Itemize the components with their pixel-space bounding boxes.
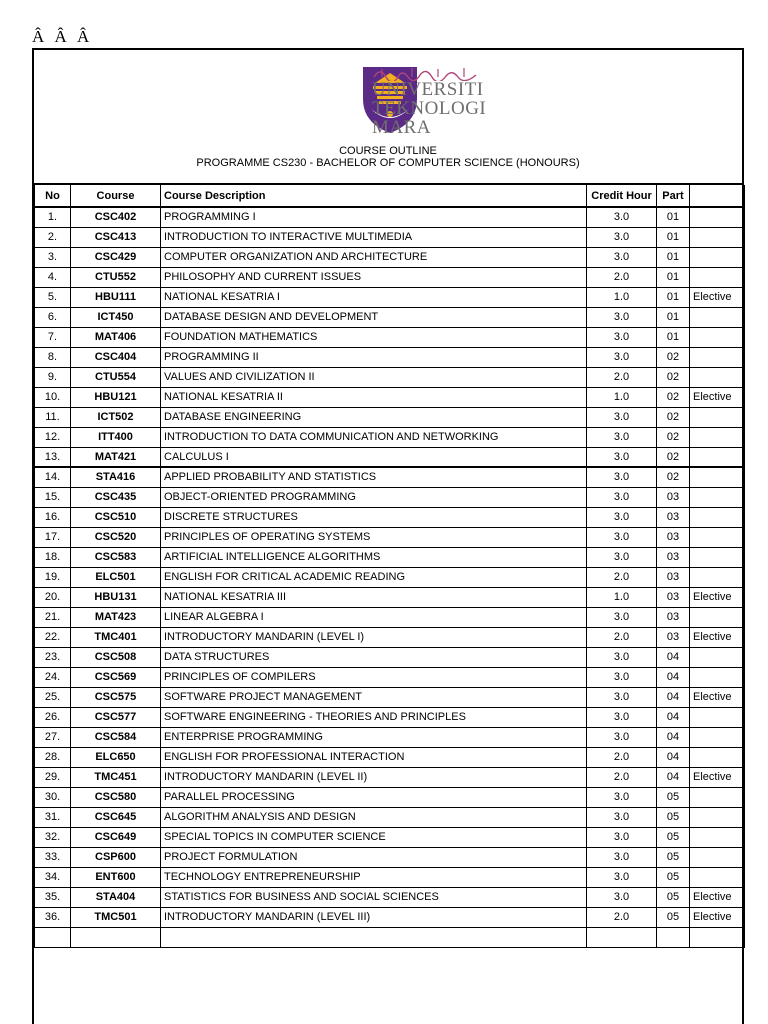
- row-number: 29.: [35, 767, 71, 787]
- encoding-artifact-text: Â Â Â: [32, 27, 93, 46]
- table-row: [35, 787, 745, 807]
- credit-hour: 3.0: [587, 887, 657, 907]
- course-description: ARTIFICIAL INTELLIGENCE ALGORITHMS: [161, 547, 587, 567]
- remark: Elective: [690, 687, 745, 707]
- credit-hour: 3.0: [587, 467, 657, 487]
- course-description: DATABASE ENGINEERING: [161, 407, 587, 427]
- row-number: 9.: [35, 367, 71, 387]
- row-number: 31.: [35, 807, 71, 827]
- course-description: DISCRETE STRUCTURES: [161, 507, 587, 527]
- credit-hour: 3.0: [587, 607, 657, 627]
- course-code: ELC650: [71, 747, 161, 767]
- credit-hour: 1.0: [587, 587, 657, 607]
- course-code: HBU111: [71, 287, 161, 307]
- column-header-description: Course Description: [161, 185, 587, 207]
- remark: [690, 267, 745, 287]
- university-name: [372, 80, 486, 137]
- row-number: 10.: [35, 387, 71, 407]
- credit-hour: 3.0: [587, 547, 657, 567]
- course-code: CSC584: [71, 727, 161, 747]
- document-header: [34, 50, 742, 185]
- course-description: PROJECT FORMULATION: [161, 847, 587, 867]
- row-number: 17.: [35, 527, 71, 547]
- part-number: 02: [657, 387, 690, 407]
- remark: Elective: [690, 387, 745, 407]
- remark: [690, 827, 745, 847]
- course-code: CSC429: [71, 247, 161, 267]
- course-description: PRINCIPLES OF OPERATING SYSTEMS: [161, 527, 587, 547]
- row-number: 4.: [35, 267, 71, 287]
- remark: [690, 807, 745, 827]
- course-description: COMPUTER ORGANIZATION AND ARCHITECTURE: [161, 247, 587, 267]
- remark: [690, 867, 745, 887]
- course-code: [71, 927, 161, 947]
- table-row: [35, 227, 745, 247]
- course-description: INTRODUCTORY MANDARIN (LEVEL I): [161, 627, 587, 647]
- course-code: ICT502: [71, 407, 161, 427]
- part-number: 02: [657, 347, 690, 367]
- course-description: LINEAR ALGEBRA I: [161, 607, 587, 627]
- course-code: ITT400: [71, 427, 161, 447]
- course-description: CALCULUS I: [161, 447, 587, 467]
- row-number: 13.: [35, 447, 71, 467]
- credit-hour: 3.0: [587, 707, 657, 727]
- course-description: FOUNDATION MATHEMATICS: [161, 327, 587, 347]
- course-description: OBJECT-ORIENTED PROGRAMMING: [161, 487, 587, 507]
- credit-hour: 3.0: [587, 427, 657, 447]
- table-row: [35, 287, 745, 307]
- table-row: [35, 507, 745, 527]
- row-number: 8.: [35, 347, 71, 367]
- programme-title: PROGRAMME CS230 - BACHELOR OF COMPUTER SCIENCE (HONOURS): [196, 157, 580, 169]
- course-description: DATABASE DESIGN AND DEVELOPMENT: [161, 307, 587, 327]
- part-number: 01: [657, 227, 690, 247]
- course-description: NATIONAL KESATRIA III: [161, 587, 587, 607]
- credit-hour: 2.0: [587, 567, 657, 587]
- course-code: TMC401: [71, 627, 161, 647]
- part-number: 04: [657, 707, 690, 727]
- uitm-logo: [300, 65, 487, 138]
- row-number: 22.: [35, 627, 71, 647]
- course-code: CTU554: [71, 367, 161, 387]
- part-number: 02: [657, 407, 690, 427]
- part-number: 05: [657, 847, 690, 867]
- row-number: 5.: [35, 287, 71, 307]
- table-row: [35, 747, 745, 767]
- part-number: 03: [657, 567, 690, 587]
- course-code: TMC451: [71, 767, 161, 787]
- course-code: CSC402: [71, 207, 161, 227]
- part-number: 05: [657, 867, 690, 887]
- course-description: ENGLISH FOR CRITICAL ACADEMIC READING: [161, 567, 587, 587]
- remark: [690, 427, 745, 447]
- row-number: 15.: [35, 487, 71, 507]
- course-description: PROGRAMMING I: [161, 207, 587, 227]
- table-row: [35, 927, 745, 947]
- course-description: INTRODUCTION TO INTERACTIVE MULTIMEDIA: [161, 227, 587, 247]
- part-number: 04: [657, 747, 690, 767]
- table-row: [35, 667, 745, 687]
- remark: [690, 467, 745, 487]
- course-description: ENGLISH FOR PROFESSIONAL INTERACTION: [161, 747, 587, 767]
- table-row: [35, 587, 745, 607]
- table-row: [35, 267, 745, 287]
- remark: [690, 227, 745, 247]
- column-header-course: Course: [71, 185, 161, 207]
- course-code: CSC649: [71, 827, 161, 847]
- course-code: ICT450: [71, 307, 161, 327]
- course-code: CTU552: [71, 267, 161, 287]
- row-number: 25.: [35, 687, 71, 707]
- course-description: PROGRAMMING II: [161, 347, 587, 367]
- remark: [690, 647, 745, 667]
- row-number: 36.: [35, 907, 71, 927]
- credit-hour: 2.0: [587, 367, 657, 387]
- remark: [690, 547, 745, 567]
- table-row: [35, 307, 745, 327]
- part-number: 01: [657, 267, 690, 287]
- course-description: SPECIAL TOPICS IN COMPUTER SCIENCE: [161, 827, 587, 847]
- table-row: [35, 247, 745, 267]
- credit-hour: 3.0: [587, 727, 657, 747]
- course-code: CSC575: [71, 687, 161, 707]
- course-description: NATIONAL KESATRIA I: [161, 287, 587, 307]
- part-number: 01: [657, 287, 690, 307]
- part-number: 04: [657, 767, 690, 787]
- part-number: 03: [657, 547, 690, 567]
- course-description: DATA STRUCTURES: [161, 647, 587, 667]
- course-description: SOFTWARE ENGINEERING - THEORIES AND PRINCIPLES: [161, 707, 587, 727]
- course-code: CSC435: [71, 487, 161, 507]
- remark: Elective: [690, 287, 745, 307]
- row-number: 19.: [35, 567, 71, 587]
- remark: [690, 527, 745, 547]
- row-number: 7.: [35, 327, 71, 347]
- course-code: CSC569: [71, 667, 161, 687]
- part-number: 04: [657, 727, 690, 747]
- remark: [690, 247, 745, 267]
- course-code: CSP600: [71, 847, 161, 867]
- table-row: [35, 347, 745, 367]
- part-number: 03: [657, 527, 690, 547]
- row-number: 35.: [35, 887, 71, 907]
- remark: Elective: [690, 887, 745, 907]
- table-row: [35, 407, 745, 427]
- course-code: MAT406: [71, 327, 161, 347]
- credit-hour: 3.0: [587, 507, 657, 527]
- table-row: [35, 827, 745, 847]
- remark: [690, 847, 745, 867]
- part-number: 01: [657, 307, 690, 327]
- remark: [690, 667, 745, 687]
- credit-hour: 3.0: [587, 787, 657, 807]
- course-description: STATISTICS FOR BUSINESS AND SOCIAL SCIENCES: [161, 887, 587, 907]
- course-table: [34, 185, 745, 948]
- part-number: 05: [657, 827, 690, 847]
- part-number: 03: [657, 627, 690, 647]
- course-code: CSC583: [71, 547, 161, 567]
- course-code: CSC645: [71, 807, 161, 827]
- course-description: PRINCIPLES OF COMPILERS: [161, 667, 587, 687]
- credit-hour: 3.0: [587, 527, 657, 547]
- remark: [690, 787, 745, 807]
- column-header-remark: [690, 185, 745, 207]
- remark: [690, 747, 745, 767]
- course-code: HBU121: [71, 387, 161, 407]
- remark: [690, 487, 745, 507]
- credit-hour: 3.0: [587, 407, 657, 427]
- row-number: 14.: [35, 467, 71, 487]
- part-number: 05: [657, 787, 690, 807]
- table-row: [35, 567, 745, 587]
- row-number: [35, 927, 71, 947]
- course-description: VALUES AND CIVILIZATION II: [161, 367, 587, 387]
- row-number: 1.: [35, 207, 71, 227]
- table-row: [35, 627, 745, 647]
- table-row: [35, 887, 745, 907]
- row-number: 12.: [35, 427, 71, 447]
- remark: [690, 327, 745, 347]
- credit-hour: 3.0: [587, 347, 657, 367]
- row-number: 23.: [35, 647, 71, 667]
- credit-hour: 3.0: [587, 807, 657, 827]
- course-outline-title: COURSE OUTLINE: [339, 145, 437, 157]
- course-code: HBU131: [71, 587, 161, 607]
- table-row: [35, 467, 745, 487]
- credit-hour: 3.0: [587, 327, 657, 347]
- table-row: [35, 427, 745, 447]
- course-outline-sheet: [32, 48, 744, 1024]
- part-number: [657, 927, 690, 947]
- part-number: 01: [657, 327, 690, 347]
- row-number: 34.: [35, 867, 71, 887]
- course-code: ELC501: [71, 567, 161, 587]
- remark: [690, 207, 745, 227]
- credit-hour: 3.0: [587, 227, 657, 247]
- credit-hour: 2.0: [587, 907, 657, 927]
- course-code: CSC577: [71, 707, 161, 727]
- credit-hour: 3.0: [587, 687, 657, 707]
- course-description: INTRODUCTION TO DATA COMMUNICATION AND NETWORKING: [161, 427, 587, 447]
- part-number: 04: [657, 687, 690, 707]
- credit-hour: 2.0: [587, 627, 657, 647]
- row-number: 30.: [35, 787, 71, 807]
- table-row: [35, 647, 745, 667]
- table-header-row: [35, 185, 745, 207]
- table-row: [35, 487, 745, 507]
- university-line-3: MARA: [372, 117, 432, 138]
- row-number: 32.: [35, 827, 71, 847]
- remark: [690, 407, 745, 427]
- credit-hour: 2.0: [587, 747, 657, 767]
- remark: Elective: [690, 907, 745, 927]
- table-row: [35, 527, 745, 547]
- table-row: [35, 327, 745, 347]
- column-header-no: No: [35, 185, 71, 207]
- credit-hour: 3.0: [587, 667, 657, 687]
- part-number: 02: [657, 467, 690, 487]
- remark: [690, 567, 745, 587]
- remark: [690, 367, 745, 387]
- part-number: 03: [657, 487, 690, 507]
- row-number: 2.: [35, 227, 71, 247]
- row-number: 6.: [35, 307, 71, 327]
- part-number: 03: [657, 507, 690, 527]
- column-header-credit-hour: Credit Hour: [587, 185, 657, 207]
- credit-hour: 3.0: [587, 247, 657, 267]
- course-code: CSC580: [71, 787, 161, 807]
- course-code: CSC508: [71, 647, 161, 667]
- part-number: 01: [657, 207, 690, 227]
- course-description: PARALLEL PROCESSING: [161, 787, 587, 807]
- table-row: [35, 447, 745, 467]
- university-line-1: UNIVERSITI: [372, 79, 484, 100]
- part-number: 05: [657, 907, 690, 927]
- part-number: 03: [657, 587, 690, 607]
- table-row: [35, 387, 745, 407]
- row-number: 21.: [35, 607, 71, 627]
- course-code: MAT423: [71, 607, 161, 627]
- course-description: SOFTWARE PROJECT MANAGEMENT: [161, 687, 587, 707]
- course-description: PHILOSOPHY AND CURRENT ISSUES: [161, 267, 587, 287]
- course-code: STA404: [71, 887, 161, 907]
- row-number: 11.: [35, 407, 71, 427]
- table-row: [35, 807, 745, 827]
- credit-hour: 1.0: [587, 387, 657, 407]
- table-row: [35, 687, 745, 707]
- credit-hour: [587, 927, 657, 947]
- part-number: 03: [657, 607, 690, 627]
- credit-hour: 3.0: [587, 827, 657, 847]
- table-row: [35, 367, 745, 387]
- remark: [690, 927, 745, 947]
- table-row: [35, 867, 745, 887]
- course-description: [161, 927, 587, 947]
- course-code: CSC510: [71, 507, 161, 527]
- course-code: CSC413: [71, 227, 161, 247]
- part-number: 05: [657, 807, 690, 827]
- course-code: STA416: [71, 467, 161, 487]
- credit-hour: 2.0: [587, 767, 657, 787]
- remark: [690, 727, 745, 747]
- table-row: [35, 727, 745, 747]
- credit-hour: 3.0: [587, 487, 657, 507]
- remark: [690, 347, 745, 367]
- remark: [690, 447, 745, 467]
- course-description: INTRODUCTORY MANDARIN (LEVEL III): [161, 907, 587, 927]
- credit-hour: 3.0: [587, 867, 657, 887]
- remark: [690, 707, 745, 727]
- part-number: 02: [657, 367, 690, 387]
- credit-hour: 3.0: [587, 847, 657, 867]
- table-row: [35, 207, 745, 227]
- course-description: TECHNOLOGY ENTREPRENEURSHIP: [161, 867, 587, 887]
- university-line-2: TEKNOLOGI: [372, 98, 487, 119]
- table-row: [35, 767, 745, 787]
- row-number: 28.: [35, 747, 71, 767]
- course-code: MAT421: [71, 447, 161, 467]
- course-description: INTRODUCTORY MANDARIN (LEVEL II): [161, 767, 587, 787]
- part-number: 05: [657, 887, 690, 907]
- row-number: 18.: [35, 547, 71, 567]
- column-header-part: Part: [657, 185, 690, 207]
- row-number: 33.: [35, 847, 71, 867]
- course-description: ALGORITHM ANALYSIS AND DESIGN: [161, 807, 587, 827]
- row-number: 26.: [35, 707, 71, 727]
- part-number: 04: [657, 647, 690, 667]
- table-row: [35, 607, 745, 627]
- course-code: CSC520: [71, 527, 161, 547]
- remark: Elective: [690, 767, 745, 787]
- row-number: 16.: [35, 507, 71, 527]
- remark: Elective: [690, 587, 745, 607]
- row-number: 20.: [35, 587, 71, 607]
- course-table-body: [35, 207, 745, 947]
- course-code: CSC404: [71, 347, 161, 367]
- course-code: TMC501: [71, 907, 161, 927]
- table-row: [35, 707, 745, 727]
- table-row: [35, 907, 745, 927]
- remark: [690, 607, 745, 627]
- row-number: 24.: [35, 667, 71, 687]
- course-description: ENTERPRISE PROGRAMMING: [161, 727, 587, 747]
- remark: Elective: [690, 627, 745, 647]
- row-number: 3.: [35, 247, 71, 267]
- part-number: 04: [657, 667, 690, 687]
- part-number: 01: [657, 247, 690, 267]
- credit-hour: 2.0: [587, 267, 657, 287]
- credit-hour: 3.0: [587, 307, 657, 327]
- course-description: NATIONAL KESATRIA II: [161, 387, 587, 407]
- credit-hour: 3.0: [587, 207, 657, 227]
- table-row: [35, 547, 745, 567]
- row-number: 27.: [35, 727, 71, 747]
- remark: [690, 507, 745, 527]
- credit-hour: 3.0: [587, 447, 657, 467]
- credit-hour: 3.0: [587, 647, 657, 667]
- credit-hour: 1.0: [587, 287, 657, 307]
- table-row: [35, 847, 745, 867]
- course-description: APPLIED PROBABILITY AND STATISTICS: [161, 467, 587, 487]
- remark: [690, 307, 745, 327]
- course-code: ENT600: [71, 867, 161, 887]
- part-number: 02: [657, 427, 690, 447]
- part-number: 02: [657, 447, 690, 467]
